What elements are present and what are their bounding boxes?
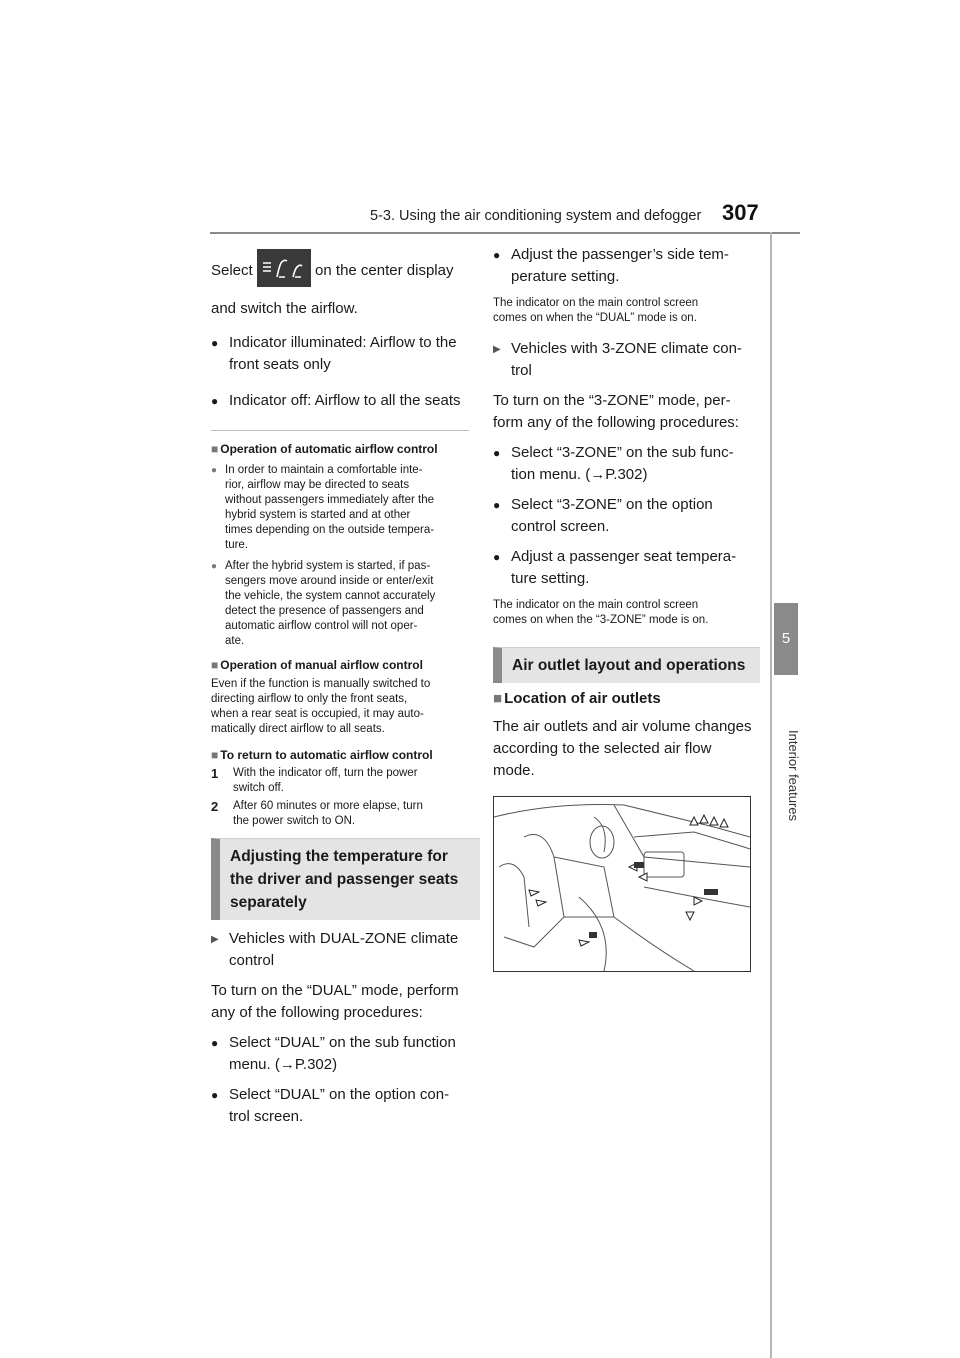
note-line: Even if the function is manually switched to: [211, 678, 431, 690]
3zone-bullet-3: [493, 546, 755, 590]
bullet-indicator-on: [211, 332, 473, 376]
location-title-text: Location of air outlets: [504, 690, 661, 707]
note-line: hybrid system is started and at other: [225, 509, 411, 521]
note-3zone-indicator: [493, 598, 755, 628]
square-icon: ■: [211, 748, 219, 762]
bullet-text: front seats only: [229, 356, 331, 373]
vehicles-dual: [211, 928, 473, 972]
step-1: [211, 766, 473, 796]
chapter-tab-number: 5: [774, 603, 798, 675]
side-rule: [770, 232, 772, 1358]
step-line: With the indicator off, turn the power: [233, 767, 418, 779]
tri-text: control: [229, 952, 275, 969]
section-title: 5-3. Using the air conditioning system and defogger: [370, 208, 702, 224]
step-number: 2: [211, 799, 219, 814]
note-line: rior, airflow may be directed to seats: [225, 479, 410, 491]
note-line: without passengers immediately after the: [225, 494, 435, 506]
section-heading-air-outlets: Air outlet layout and operations: [493, 647, 760, 683]
note-bullet: [211, 463, 473, 553]
note-line: ate.: [225, 635, 245, 647]
square-icon: ■: [211, 658, 219, 672]
note-line: comes on when the “3-ZONE” mode is on.: [493, 614, 709, 626]
step-number: 1: [211, 766, 219, 781]
step-line: the power switch to ON.: [233, 815, 356, 827]
note-line: automatic airflow control will not oper-: [225, 620, 418, 632]
note-line: detect the presence of passengers and: [225, 605, 424, 617]
note-line: when a rear seat is occupied, it may auto-: [211, 708, 424, 720]
bullet-text: control screen.: [511, 518, 610, 535]
right-column-lower: [493, 688, 755, 782]
bullet-indicator-off: ● Indicator off: Airflow to all the seats: [211, 390, 473, 412]
note-title-text: Operation of manual airflow control: [220, 658, 423, 672]
right-column: [493, 244, 755, 628]
section-heading-dual: [211, 838, 480, 920]
bullet-text: trol screen.: [229, 1108, 304, 1125]
para-line: To turn on the “DUAL” mode, perform: [211, 982, 459, 999]
para-line: any of the following procedures:: [211, 1004, 423, 1021]
location-title: [493, 688, 755, 710]
left-column: [211, 252, 473, 829]
airflow-seat-icon: [257, 249, 311, 287]
bullet-text: ● Adjust a passenger seat tempera-: [511, 548, 737, 565]
note-line: ● After the hybrid system is started, if pas-: [225, 560, 431, 572]
note-paragraph: [211, 677, 473, 737]
para-line: according to the selected air flow: [493, 740, 712, 757]
chapter-tab-label: Interior features: [786, 730, 801, 822]
bullet-text: ● Indicator illuminated: Airflow to the: [229, 334, 457, 351]
tri-text: trol: [511, 362, 532, 379]
note-line: The indicator on the main control screen: [493, 599, 699, 611]
intro-3zone: [493, 390, 755, 434]
bullet-text: ● Select “3-ZONE” on the option: [511, 496, 713, 513]
bullet-text: tion menu. (→P.302): [511, 466, 648, 483]
note-title-automatic: [211, 441, 473, 457]
para-line: The air outlets and air volume changes: [493, 718, 752, 735]
select-line: [211, 252, 473, 290]
location-text: [493, 716, 755, 782]
para-line: mode.: [493, 762, 535, 779]
note-line: ● In order to maintain a comfortable inte-: [225, 464, 423, 476]
divider: [211, 430, 469, 431]
note-line: sengers move around inside or enter/exit: [225, 575, 434, 587]
para-line: To turn on the “3-ZONE” mode, per-: [493, 392, 731, 409]
note-line: ture.: [225, 539, 249, 551]
note-line: matically direct airflow to all seats.: [211, 723, 385, 735]
page-number: 307: [722, 200, 759, 225]
note-line: The indicator on the main control screen: [493, 297, 699, 309]
heading-line: the driver and passenger seats: [230, 871, 459, 888]
bullet-text: ● Select “3-ZONE” on the sub func-: [511, 444, 734, 461]
dual-bullet-1: [211, 1032, 473, 1076]
header-rule: [210, 232, 800, 234]
note-dual-indicator: [493, 296, 755, 326]
select-post: on the center display: [315, 261, 454, 279]
tri-text: ▶ Vehicles with 3-ZONE climate con-: [511, 340, 742, 357]
3zone-bullet-1: [493, 442, 755, 486]
bullet-passenger-temp: [493, 244, 755, 288]
note-line: the vehicle, the system cannot accurately: [225, 590, 436, 602]
note-line: comes on when the “DUAL” mode is on.: [493, 312, 697, 324]
note-line: times depending on the outside tempera-: [225, 524, 435, 536]
bullet-text: ● Select “DUAL” on the sub function: [229, 1034, 456, 1051]
note-title-return: [211, 747, 473, 763]
heading-line: Adjusting the temperature for: [230, 848, 448, 865]
vehicles-3zone: [493, 338, 755, 382]
square-icon: ■: [493, 690, 503, 707]
note-title-text: To return to automatic airflow control: [220, 748, 433, 762]
heading-line: separately: [230, 894, 307, 911]
bullet-text: ● Select “DUAL” on the option con-: [229, 1086, 450, 1103]
bullet-text: ● Adjust the passenger’s side tem-: [511, 246, 729, 263]
select-line2: and switch the airflow.: [211, 300, 358, 317]
bullet-text: perature setting.: [511, 268, 620, 285]
step-line: switch off.: [233, 782, 284, 794]
note-title-manual: [211, 657, 473, 673]
note-title-text: Operation of automatic airflow control: [220, 442, 438, 456]
note-line: directing airflow to only the front seats,: [211, 693, 408, 705]
select-pre: Select: [211, 261, 253, 279]
3zone-bullet-2: [493, 494, 755, 538]
left-column-lower: [211, 928, 473, 1128]
bullet-text: menu. (→P.302): [229, 1056, 338, 1073]
step-2: [211, 799, 473, 829]
dual-bullet-2: [211, 1084, 473, 1128]
bullet-text: ture setting.: [511, 570, 590, 587]
tri-text: ▶ Vehicles with DUAL-ZONE climate: [229, 930, 459, 947]
vehicle-interior-air-outlets-illustration: [493, 796, 751, 972]
step-line: After 60 minutes or more elapse, turn: [233, 800, 423, 812]
note-bullet: [211, 559, 473, 649]
para-line: form any of the following procedures:: [493, 414, 739, 431]
square-icon: ■: [211, 442, 219, 456]
dual-intro: [211, 980, 473, 1024]
